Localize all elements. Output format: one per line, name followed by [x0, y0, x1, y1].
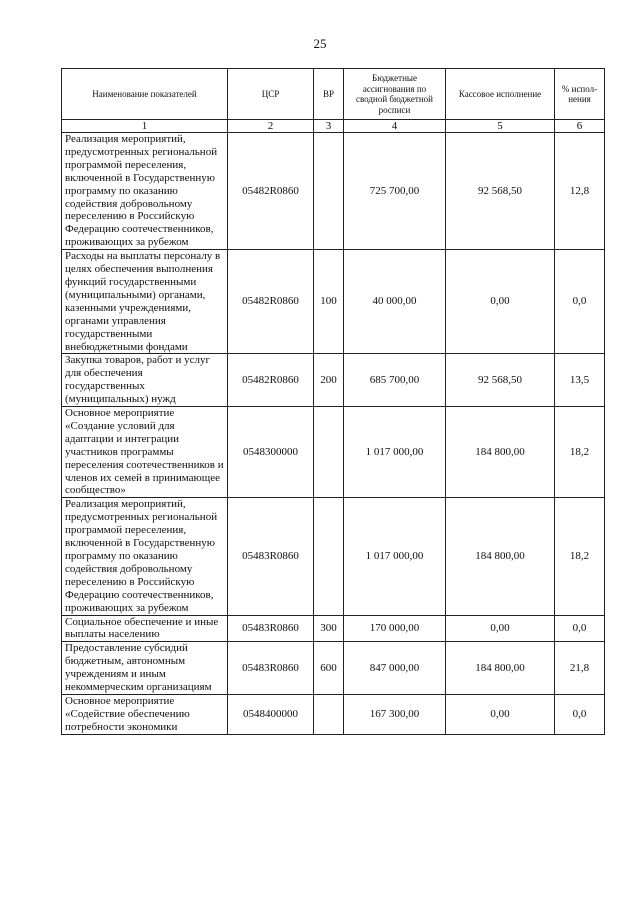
budget-amount: 40 000,00	[344, 250, 446, 354]
execution-percent: 12,8	[555, 133, 605, 250]
table-row	[62, 407, 605, 498]
table-row	[62, 250, 605, 354]
indicator-name: Предоставление субсидий бюджетным, автономным учреждениям и иным некоммерческим организациям	[62, 642, 228, 695]
executed-amount: 92 568,50	[446, 354, 555, 407]
column-number: 4	[344, 120, 446, 133]
vr-code: 200	[314, 354, 344, 407]
vr-code: 300	[314, 615, 344, 642]
vr-code	[314, 407, 344, 498]
budget-amount: 1 017 000,00	[344, 498, 446, 615]
header-budget: Бюджетные ассигнования по сводной бюджетной росписи	[344, 69, 446, 120]
column-number: 2	[228, 120, 314, 133]
header-percent: % испол-нения	[555, 69, 605, 120]
table-row	[62, 133, 605, 250]
table-row	[62, 498, 605, 615]
page-number: 25	[313, 36, 327, 51]
csr-code: 0548300000	[228, 407, 314, 498]
executed-amount: 184 800,00	[446, 498, 555, 615]
budget-amount: 725 700,00	[344, 133, 446, 250]
column-number: 3	[314, 120, 344, 133]
column-number: 1	[62, 120, 228, 133]
executed-amount: 92 568,50	[446, 133, 555, 250]
indicator-name: Реализация мероприятий, предусмотренных региональной программой переселения, включенной в Государственную программу по оказанию содействия добровольному переселению в Российскую Федерацию соотечественников, проживающих за рубежом	[62, 498, 228, 615]
budget-amount: 847 000,00	[344, 642, 446, 695]
execution-percent: 0,0	[555, 694, 605, 734]
vr-code	[314, 133, 344, 250]
vr-code: 600	[314, 642, 344, 695]
header-row	[62, 69, 605, 120]
table-row	[62, 615, 605, 642]
budget-execution-table	[61, 68, 605, 735]
indicator-name: Реализация мероприятий, предусмотренных региональной программой переселения, включенной в Государственную программу по оказанию содействия добровольному переселению в Российскую Федерацию соотечественников, проживающих за рубежом	[62, 133, 228, 250]
budget-amount: 685 700,00	[344, 354, 446, 407]
executed-amount: 184 800,00	[446, 642, 555, 695]
header-vr: ВР	[314, 69, 344, 120]
executed-amount: 0,00	[446, 250, 555, 354]
csr-code: 05483R0860	[228, 642, 314, 695]
table-row	[62, 642, 605, 695]
column-number-row	[62, 120, 605, 133]
indicator-name: Основное мероприятие «Содействие обеспечению потребности экономики	[62, 694, 228, 734]
csr-code: 05483R0860	[228, 498, 314, 615]
execution-percent: 18,2	[555, 498, 605, 615]
indicator-name: Расходы на выплаты персоналу в целях обеспечения выполнения функций государственными (муниципальными) органами, казенными учреждениями, органами управления государственными внебюджетными фондами	[62, 250, 228, 354]
execution-percent: 0,0	[555, 615, 605, 642]
execution-percent: 18,2	[555, 407, 605, 498]
execution-percent: 0,0	[555, 250, 605, 354]
vr-code	[314, 694, 344, 734]
execution-percent: 21,8	[555, 642, 605, 695]
header-executed: Кассовое исполнение	[446, 69, 555, 120]
execution-percent: 13,5	[555, 354, 605, 407]
csr-code: 05482R0860	[228, 354, 314, 407]
column-number: 5	[446, 120, 555, 133]
csr-code: 05482R0860	[228, 133, 314, 250]
csr-code: 0548400000	[228, 694, 314, 734]
indicator-name: Закупка товаров, работ и услуг для обеспечения государственных (муниципальных) нужд	[62, 354, 228, 407]
executed-amount: 184 800,00	[446, 407, 555, 498]
budget-amount: 1 017 000,00	[344, 407, 446, 498]
header-indicator-name: Наименование показателей	[62, 69, 228, 120]
column-number: 6	[555, 120, 605, 133]
indicator-name: Основное мероприятие «Создание условий для адаптации и интеграции участников программы переселения соотечественников и членов их семей в принимающее сообщество»	[62, 407, 228, 498]
budget-amount: 167 300,00	[344, 694, 446, 734]
executed-amount: 0,00	[446, 615, 555, 642]
csr-code: 05483R0860	[228, 615, 314, 642]
vr-code	[314, 498, 344, 615]
header-csr: ЦСР	[228, 69, 314, 120]
table-row	[62, 354, 605, 407]
csr-code: 05482R0860	[228, 250, 314, 354]
budget-amount: 170 000,00	[344, 615, 446, 642]
executed-amount: 0,00	[446, 694, 555, 734]
table-row	[62, 694, 605, 734]
vr-code: 100	[314, 250, 344, 354]
indicator-name: Социальное обеспечение и иные выплаты населению	[62, 615, 228, 642]
